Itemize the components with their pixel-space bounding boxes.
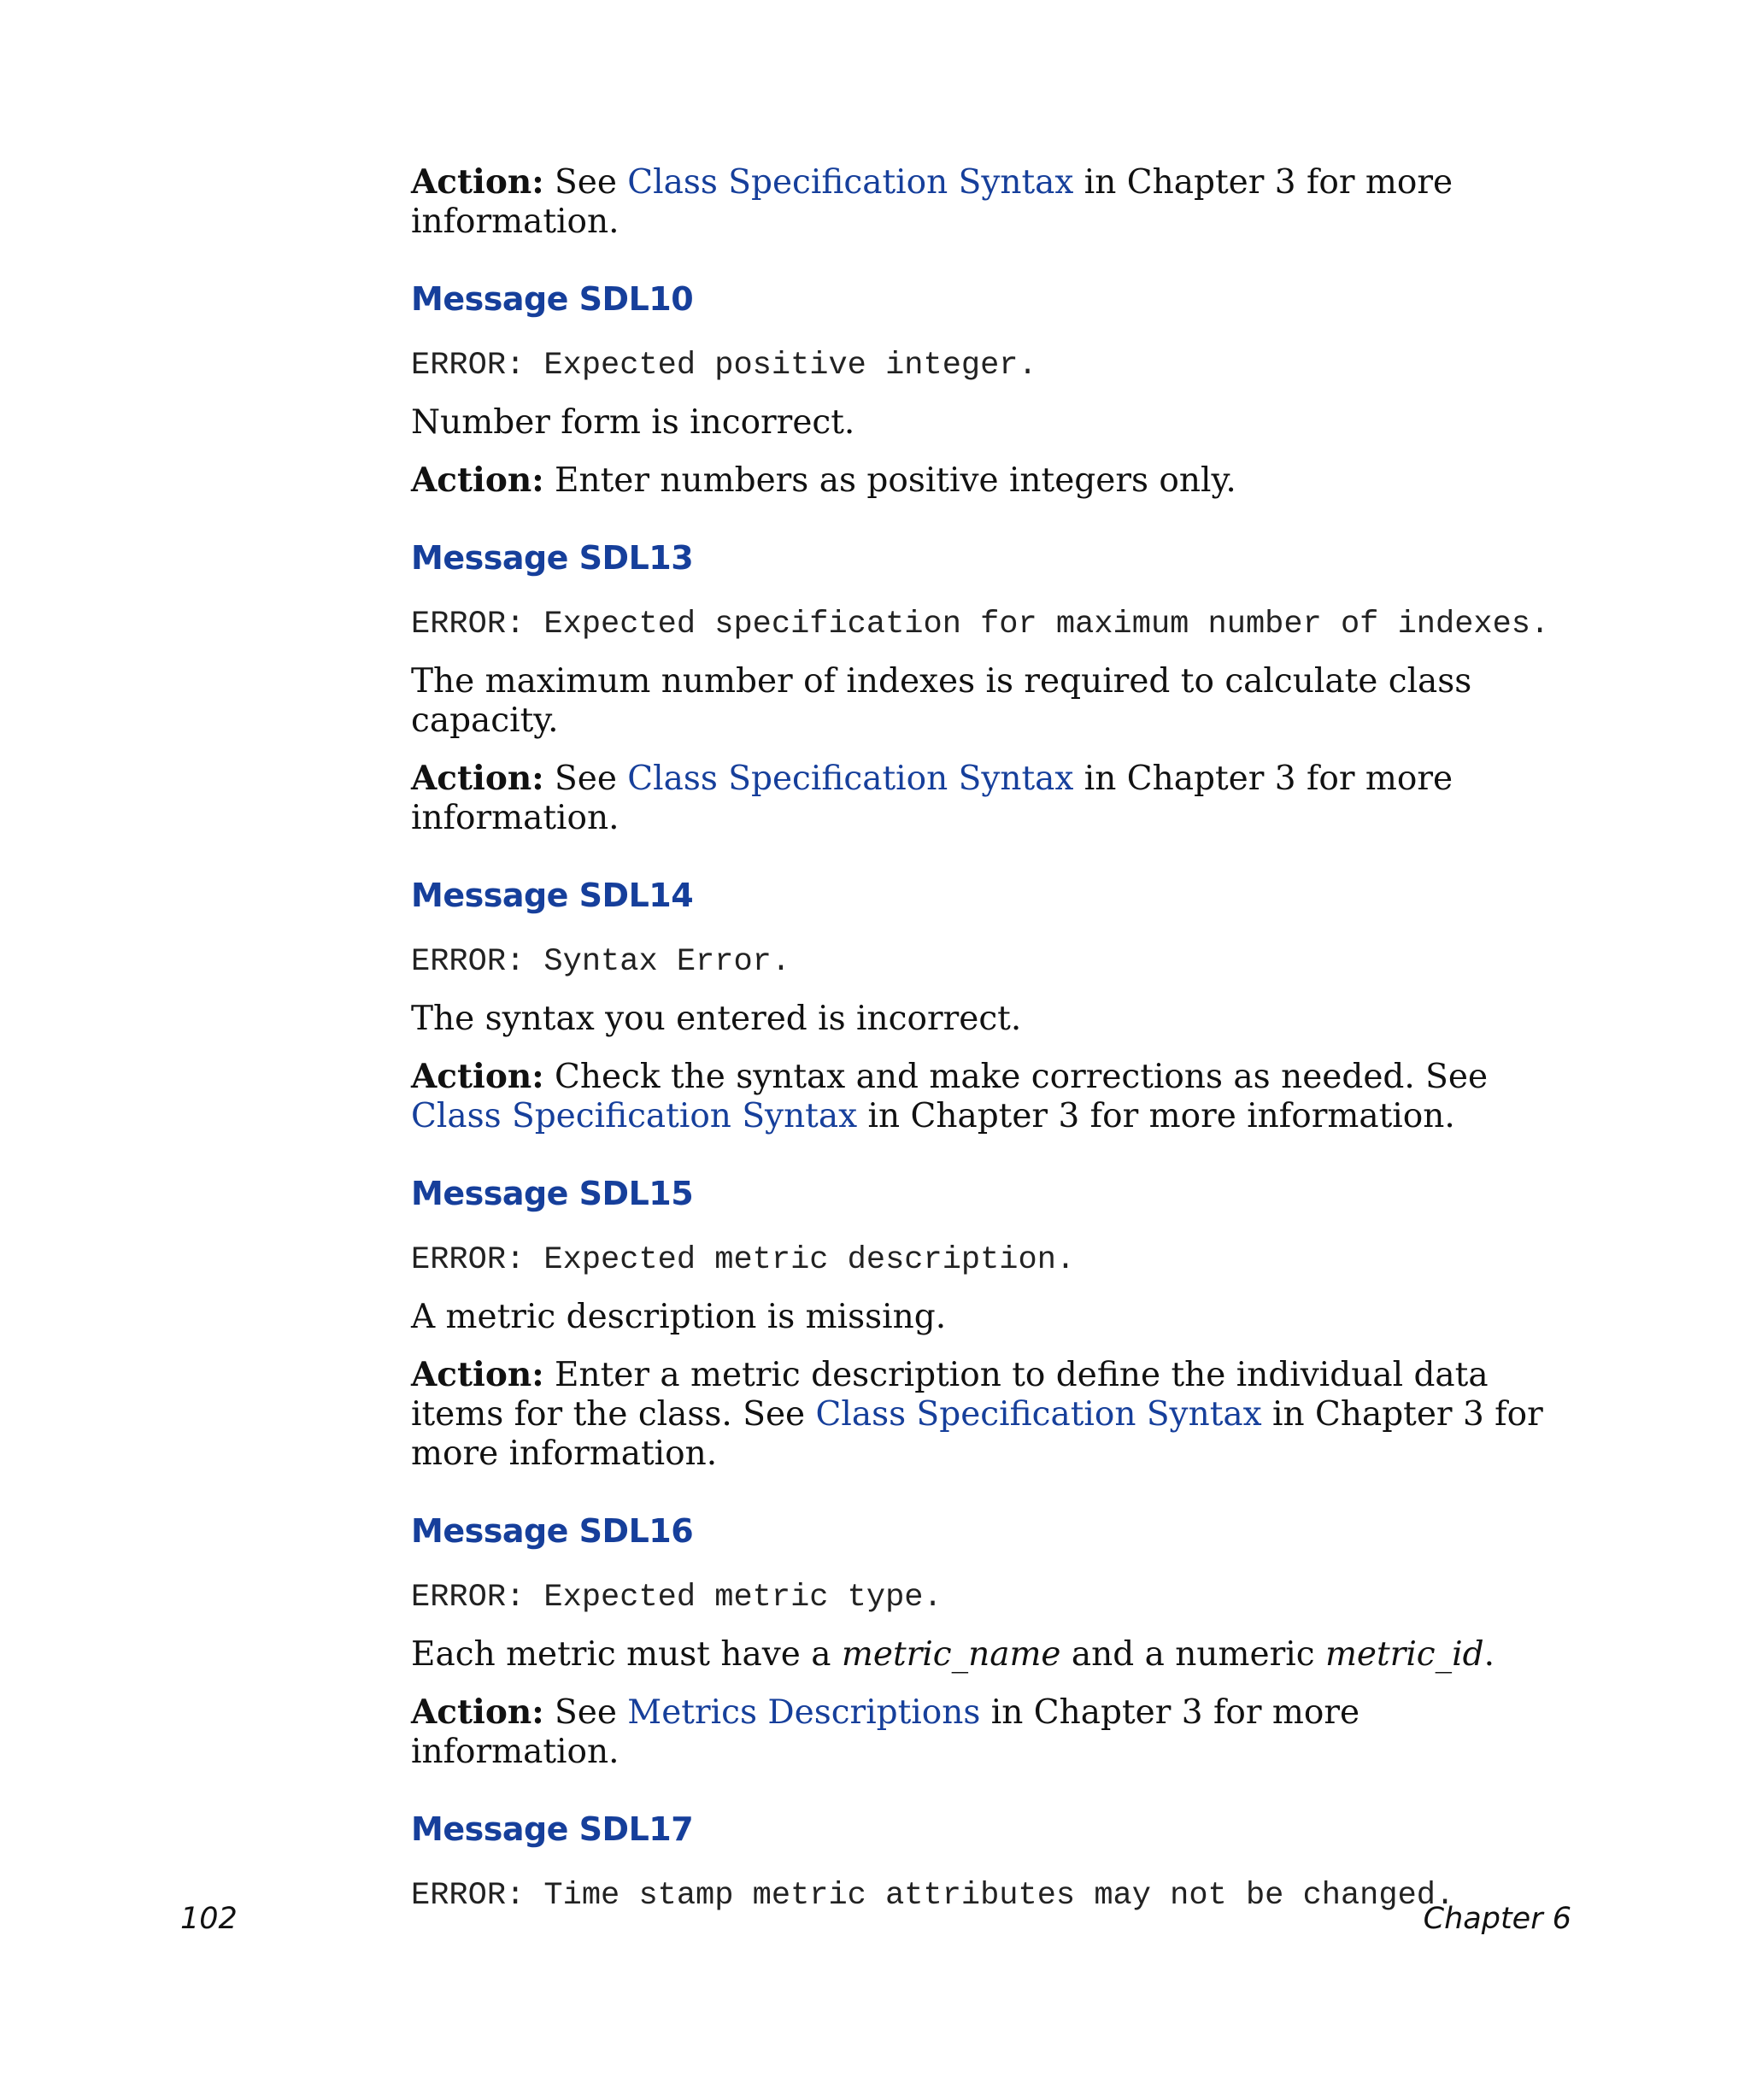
class-specification-syntax-link[interactable]: Class Specification Syntax	[627, 163, 1074, 202]
message-heading-sdl13: Message SDL13	[411, 539, 694, 577]
action-label: Action:	[411, 1057, 544, 1096]
message-description: A metric description is missing.	[411, 1298, 947, 1336]
action-text: in Chapter 3 for more information.	[857, 1097, 1455, 1135]
class-specification-syntax-link[interactable]: Class Specification Syntax	[815, 1395, 1262, 1434]
action-text: in Chapter 3 for more information.	[411, 1395, 1543, 1473]
action-paragraph	[411, 1692, 1573, 1772]
action-label: Action:	[411, 162, 544, 202]
message-heading-sdl16: Message SDL16	[411, 1512, 694, 1550]
error-code: ERROR: Expected specification for maximum number of indexes.	[411, 607, 1550, 642]
message-description: The syntax you entered is incorrect.	[411, 1000, 1022, 1038]
action-text: See	[555, 163, 628, 202]
error-code: ERROR: Expected metric type.	[411, 1580, 943, 1616]
action-label: Action:	[411, 1355, 544, 1394]
action-text: Enter numbers as positive integers only.	[555, 461, 1236, 500]
error-code: ERROR: Expected positive integer.	[411, 348, 1037, 384]
action-text: in Chapter 3 for more information.	[411, 760, 1453, 837]
error-code: ERROR: Syntax Error.	[411, 944, 791, 980]
action-text: Check the syntax and make corrections as needed. See	[555, 1058, 1489, 1096]
metric-id-term: metric_id	[1324, 1635, 1484, 1674]
page-content	[411, 162, 1573, 1915]
message-description: Number form is incorrect.	[411, 403, 855, 442]
action-label: Action:	[411, 759, 544, 798]
error-code: ERROR: Time stamp metric attributes may not be changed.	[411, 1878, 1455, 1914]
message-heading-sdl17: Message SDL17	[411, 1810, 694, 1848]
action-paragraph	[411, 759, 1573, 838]
metrics-descriptions-link[interactable]: Metrics Descriptions	[627, 1693, 981, 1732]
action-paragraph	[411, 1057, 1573, 1136]
action-text: in Chapter 3 for more information.	[411, 1693, 1360, 1771]
action-text: See	[555, 760, 628, 798]
description-text: Each metric must have a	[411, 1635, 842, 1674]
action-text: in Chapter 3 for more information.	[411, 163, 1453, 241]
action-text: Enter a metric description to define the individual data items for the class. See	[411, 1356, 1489, 1434]
class-specification-syntax-link[interactable]: Class Specification Syntax	[627, 760, 1074, 798]
message-heading-sdl14: Message SDL14	[411, 877, 694, 914]
action-label: Action:	[411, 1692, 544, 1732]
message-description	[411, 1635, 1573, 1675]
action-label: Action:	[411, 460, 544, 500]
description-text: and a numeric	[1060, 1635, 1325, 1674]
action-paragraph	[411, 1355, 1573, 1474]
message-description: The maximum number of indexes is required to calculate class capacity.	[411, 662, 1472, 740]
action-paragraph	[411, 162, 1573, 242]
message-heading-sdl10: Message SDL10	[411, 280, 694, 318]
description-text: .	[1483, 1635, 1495, 1674]
class-specification-syntax-link[interactable]: Class Specification Syntax	[411, 1097, 858, 1135]
chapter-label: Chapter 6	[1423, 1902, 1571, 1936]
message-heading-sdl15: Message SDL15	[411, 1175, 694, 1212]
metric-name-term: metric_name	[841, 1635, 1061, 1674]
error-code: ERROR: Expected metric description.	[411, 1242, 1076, 1278]
action-text: See	[555, 1693, 628, 1732]
action-paragraph	[411, 460, 1573, 501]
page-number: 102	[180, 1902, 238, 1936]
